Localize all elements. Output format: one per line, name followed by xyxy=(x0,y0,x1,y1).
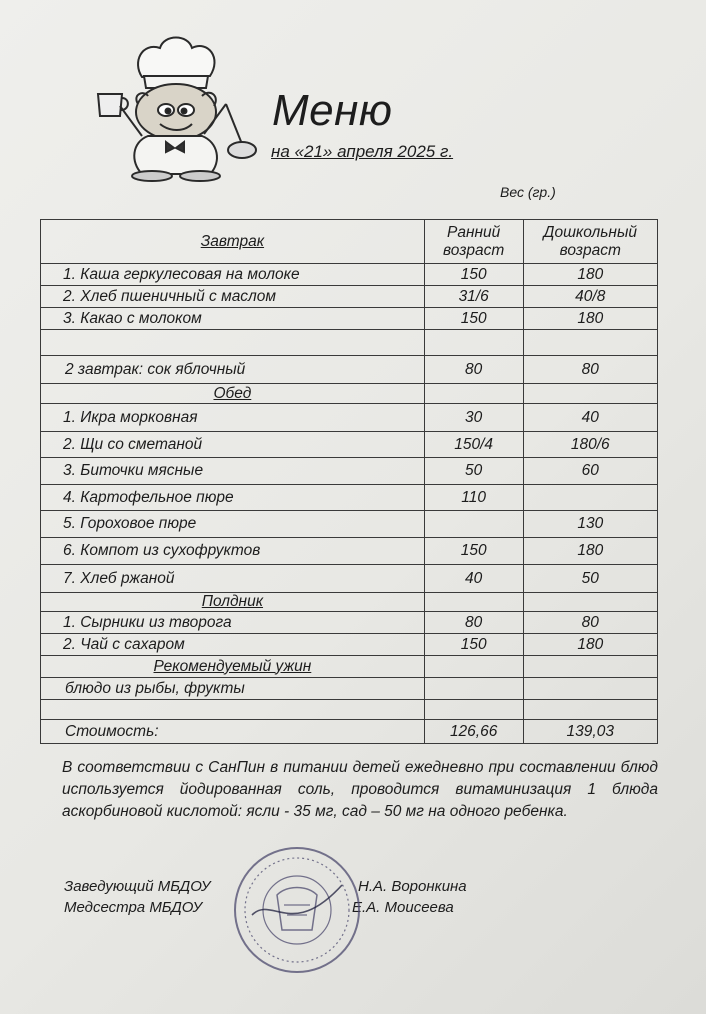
preschool-age-value xyxy=(523,330,657,356)
menu-date: на «21» апреля 2025 г. xyxy=(271,142,454,161)
preschool-age-value: 180 xyxy=(523,264,657,286)
preschool-age-value xyxy=(523,656,657,678)
early-age-value: 110 xyxy=(424,485,523,511)
chef-mascot-icon xyxy=(92,32,262,182)
preschool-age-value: 40 xyxy=(523,404,657,432)
dish-name: 2. Щи со сметаной xyxy=(41,432,425,458)
early-age-value: 150 xyxy=(424,264,523,286)
blank-row xyxy=(41,330,658,356)
menu-table xyxy=(40,219,658,744)
early-age-value: 80 xyxy=(424,612,523,634)
preschool-age-value xyxy=(523,678,657,700)
table-row xyxy=(41,538,658,565)
blank-row xyxy=(41,700,658,720)
nurse-role: Медсестра МБДОУ xyxy=(64,899,203,916)
dish-name: Обед xyxy=(41,384,425,404)
round-stamp-icon xyxy=(232,845,362,975)
table-row xyxy=(41,678,658,700)
table-row xyxy=(41,264,658,286)
early-age-value xyxy=(424,656,523,678)
table-row xyxy=(41,565,658,593)
preschool-age-value: 80 xyxy=(523,612,657,634)
preschool-age-value: 180 xyxy=(523,634,657,656)
dish-name: 3. Биточки мясные xyxy=(41,458,425,485)
preschool-age-value xyxy=(523,485,657,511)
preschool-age-value: 180/6 xyxy=(523,432,657,458)
preschool-age-value: 40/8 xyxy=(523,286,657,308)
table-row xyxy=(41,356,658,384)
dish-name: 6. Компот из сухофруктов xyxy=(41,538,425,565)
early-age-value: 150 xyxy=(424,308,523,330)
sanpin-note: В соответствии с СанПин в питании детей ежедневно при составлении блюд используется йодированная соль, проводится витаминизация 1 блюда аскорбиновой кислотой: ясли - 35 мг, сад – 50 мг на одного ребенка. xyxy=(62,759,658,820)
table-row xyxy=(41,432,658,458)
table-row xyxy=(41,286,658,308)
table-row xyxy=(41,511,658,538)
dish-name: блюдо из рыбы, фрукты xyxy=(41,678,425,700)
table-row xyxy=(41,720,658,744)
early-age-value xyxy=(424,700,523,720)
nurse-name: Е.А. Моисеева xyxy=(352,899,454,916)
weight-unit-label: Вес (гр.) xyxy=(500,184,556,200)
preschool-age-value: 130 xyxy=(523,511,657,538)
dish-name: 1. Икра морковная xyxy=(41,404,425,432)
preschool-age-value: 50 xyxy=(523,565,657,593)
dish-name: 4. Картофельное пюре xyxy=(41,485,425,511)
early-age-value xyxy=(424,678,523,700)
section-row xyxy=(41,384,658,404)
early-age-value: 126,66 xyxy=(424,720,523,744)
dish-name: 2. Хлеб пшеничный с маслом xyxy=(41,286,425,308)
early-age-value xyxy=(424,511,523,538)
preschool-age-value xyxy=(523,384,657,404)
preschool-age-value: 180 xyxy=(523,308,657,330)
preschool-age-value: 180 xyxy=(523,538,657,565)
table-row xyxy=(41,308,658,330)
preschool-age-value xyxy=(523,700,657,720)
preschool-age-value xyxy=(523,593,657,612)
page-title: Меню xyxy=(272,86,393,135)
preschool-age-value: 60 xyxy=(523,458,657,485)
dish-name: 7. Хлеб ржаной xyxy=(41,565,425,593)
head-role: Заведующий МБДОУ xyxy=(64,878,211,895)
table-header-row xyxy=(41,220,658,264)
table-row xyxy=(41,634,658,656)
preschool-age-value: 80 xyxy=(523,356,657,384)
section-row xyxy=(41,593,658,612)
early-age-value: 50 xyxy=(424,458,523,485)
breakfast-header: Завтрак xyxy=(41,220,425,264)
dish-name: Полдник xyxy=(41,593,425,612)
dish-name xyxy=(41,700,425,720)
early-age-value: 30 xyxy=(424,404,523,432)
early-age-value: 150/4 xyxy=(424,432,523,458)
dish-name xyxy=(41,330,425,356)
preschool-age-value: 139,03 xyxy=(523,720,657,744)
dish-name: 2 завтрак: сок яблочный xyxy=(41,356,425,384)
early-age-value: 150 xyxy=(424,634,523,656)
dish-name: 5. Гороховое пюре xyxy=(41,511,425,538)
dish-name: 3. Какао с молоком xyxy=(41,308,425,330)
early-age-value: 40 xyxy=(424,565,523,593)
early-age-value xyxy=(424,384,523,404)
early-age-value: 80 xyxy=(424,356,523,384)
dish-name: Рекомендуемый ужин xyxy=(41,656,425,678)
early-age-header: Ранний возраст xyxy=(424,220,523,264)
dish-name: 1. Каша геркулесовая на молоке xyxy=(41,264,425,286)
preschool-age-header: Дошкольный возраст xyxy=(523,220,657,264)
early-age-value: 31/6 xyxy=(424,286,523,308)
early-age-value xyxy=(424,593,523,612)
dish-name: Стоимость: xyxy=(41,720,425,744)
table-row xyxy=(41,404,658,432)
table-row xyxy=(41,612,658,634)
section-row xyxy=(41,656,658,678)
table-row xyxy=(41,485,658,511)
early-age-value xyxy=(424,330,523,356)
dish-name: 2. Чай с сахаром xyxy=(41,634,425,656)
dish-name: 1. Сырники из творога xyxy=(41,612,425,634)
head-name: Н.А. Воронкина xyxy=(358,878,467,895)
early-age-value: 150 xyxy=(424,538,523,565)
table-row xyxy=(41,458,658,485)
